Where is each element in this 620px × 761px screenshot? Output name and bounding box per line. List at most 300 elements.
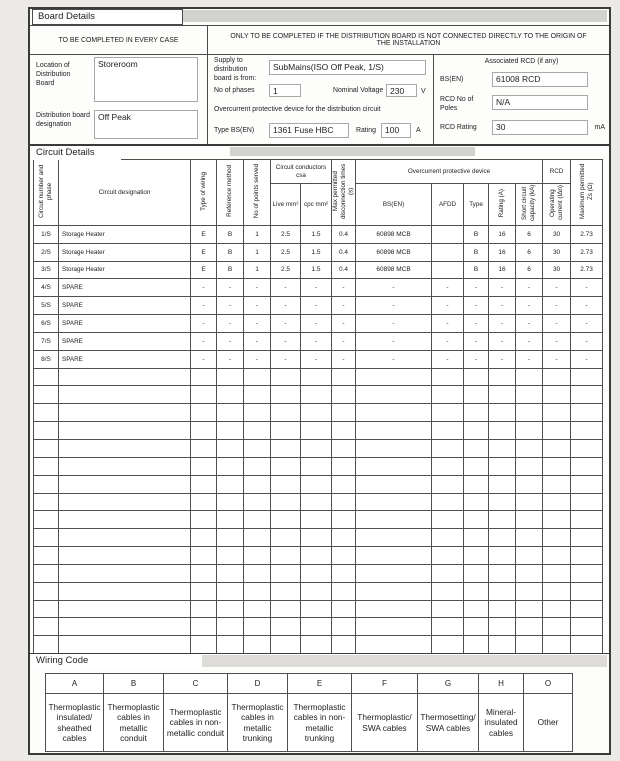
circuit-cell: - — [464, 332, 489, 350]
ocpd-type-field[interactable]: 1361 Fuse HBC — [269, 123, 349, 138]
board-details-header-row — [30, 26, 609, 55]
col-header-live: Live mm² — [271, 184, 301, 226]
circuit-cell: 0.4 — [332, 225, 356, 243]
circuit-cell — [244, 618, 271, 636]
circuit-cell: 1 — [244, 225, 271, 243]
circuit-cell — [543, 386, 571, 404]
circuit-cell: - — [571, 315, 603, 333]
circuit-cell — [356, 457, 432, 475]
circuit-cell — [571, 529, 603, 547]
circuit-cell — [301, 422, 332, 440]
circuit-cell — [191, 439, 217, 457]
circuit-cell: - — [432, 332, 464, 350]
circuit-cell — [332, 600, 356, 618]
circuit-cell — [271, 457, 301, 475]
circuit-cell — [356, 564, 432, 582]
circuit-cell: B — [217, 261, 244, 279]
circuit-cell: - — [271, 279, 301, 297]
circuit-cell — [301, 457, 332, 475]
rcd-rating-label: RCD Rating — [440, 124, 477, 131]
circuit-cell: 30 — [543, 225, 571, 243]
right-column-header: ONLY TO BE COMPLETED IF THE DISTRIBUTION BOARD IS NOT CONNECTED DIRECTLY TO THE ORIGIN OF THE INSTALLATION — [230, 33, 587, 47]
circuit-cell: 60898 MCB — [356, 261, 432, 279]
circuit-cell: - — [191, 350, 217, 368]
circuit-cell: E — [191, 225, 217, 243]
circuit-cell — [332, 564, 356, 582]
circuit-cell — [516, 439, 543, 457]
title-strip — [178, 655, 607, 667]
circuit-row-empty — [34, 439, 603, 457]
circuit-cell: - — [571, 332, 603, 350]
circuit-cell: - — [432, 279, 464, 297]
circuit-cell — [356, 475, 432, 493]
circuit-cell: - — [332, 297, 356, 315]
circuit-cell — [571, 457, 603, 475]
circuit-cell — [543, 439, 571, 457]
circuit-cell — [543, 457, 571, 475]
circuit-cell: 0.4 — [332, 243, 356, 261]
circuit-cell — [464, 547, 489, 565]
circuit-cell — [464, 511, 489, 529]
circuit-cell — [432, 439, 464, 457]
board-details-fields — [30, 54, 609, 144]
circuit-cell: - — [432, 315, 464, 333]
circuit-cell — [34, 636, 59, 653]
circuit-cell: - — [356, 350, 432, 368]
circuit-cell — [59, 547, 191, 565]
circuit-cell — [489, 600, 516, 618]
circuit-cell — [571, 475, 603, 493]
circuit-cell: - — [301, 350, 332, 368]
circuit-row-empty — [34, 386, 603, 404]
circuit-cell — [571, 386, 603, 404]
rcd-rating-field[interactable]: 30 — [492, 120, 588, 135]
circuit-cell: - — [489, 279, 516, 297]
circuit-cell — [244, 636, 271, 653]
circuit-cell — [356, 493, 432, 511]
circuit-cell: 30 — [543, 261, 571, 279]
circuit-cell — [432, 618, 464, 636]
circuit-cell — [191, 564, 217, 582]
circuit-cell — [516, 422, 543, 440]
circuit-cell — [356, 529, 432, 547]
circuit-cell — [217, 564, 244, 582]
voltage-label: Nominal Voltage — [333, 87, 384, 94]
circuit-cell: - — [301, 279, 332, 297]
circuit-cell: 6 — [516, 225, 543, 243]
circuit-cell — [271, 368, 301, 386]
col-header-max-zs: Maximum permitted Zs (Ω) — [571, 160, 603, 226]
circuit-row-empty — [34, 636, 603, 653]
circuit-cell: - — [191, 279, 217, 297]
col-header-type: Type — [464, 184, 489, 226]
circuit-cell — [191, 636, 217, 653]
circuit-cell — [271, 600, 301, 618]
circuit-cell — [543, 547, 571, 565]
designation-field[interactable]: Off Peak — [94, 110, 198, 139]
circuit-cell — [217, 493, 244, 511]
circuit-cell — [59, 618, 191, 636]
wiring-code-description: Thermoplastic/ SWA cables — [352, 694, 418, 752]
circuit-cell — [332, 636, 356, 653]
wiring-code-description: Thermoplastic insulated/ sheathed cables — [46, 694, 104, 752]
voltage-unit: V — [421, 88, 426, 95]
circuit-cell — [571, 618, 603, 636]
title-strip — [180, 10, 607, 22]
circuit-cell — [464, 475, 489, 493]
group-header-ocpd: Overcurrent protective device — [356, 160, 543, 184]
rcd-rating-unit: mA — [594, 124, 605, 131]
circuit-cell — [356, 422, 432, 440]
circuit-cell — [332, 511, 356, 529]
circuit-cell: 2.73 — [571, 261, 603, 279]
circuit-cell — [432, 529, 464, 547]
circuit-cell — [571, 564, 603, 582]
circuit-row — [34, 315, 603, 333]
circuit-cell — [489, 493, 516, 511]
left-column-header: TO BE COMPLETED IN EVERY CASE — [30, 26, 208, 54]
circuit-cell: - — [301, 315, 332, 333]
wiring-code-letter: E — [288, 674, 352, 694]
col-header-afdd: AFDD — [432, 184, 464, 226]
circuit-cell — [489, 547, 516, 565]
circuit-cell: - — [217, 350, 244, 368]
circuit-cell — [271, 618, 301, 636]
circuit-cell — [217, 404, 244, 422]
circuit-cell: - — [489, 315, 516, 333]
ocpd-rating-unit: A — [416, 127, 421, 134]
circuit-cell — [59, 511, 191, 529]
circuit-cell — [356, 618, 432, 636]
circuit-row — [34, 279, 603, 297]
circuit-cell — [217, 386, 244, 404]
circuit-cell — [271, 493, 301, 511]
supply-panel — [208, 54, 434, 144]
circuit-cell — [244, 422, 271, 440]
circuit-cell — [356, 368, 432, 386]
circuit-cell — [356, 439, 432, 457]
circuit-cell: 1 — [244, 243, 271, 261]
circuit-cell — [516, 475, 543, 493]
supply-field[interactable]: SubMains(ISO Off Peak, 1/S) — [269, 60, 426, 75]
circuit-cell — [571, 582, 603, 600]
wiring-code-letter-row — [46, 674, 573, 694]
circuit-cell — [191, 547, 217, 565]
circuit-row — [34, 243, 603, 261]
circuit-cell — [217, 547, 244, 565]
supply-label: Supply to distribution board is from: — [214, 57, 257, 82]
circuit-cell — [59, 439, 191, 457]
ocpd-rating-field[interactable]: 100 — [381, 123, 411, 138]
circuit-cell — [356, 600, 432, 618]
circuit-cell: - — [543, 315, 571, 333]
wiring-code-description: Thermoplastic cables in non-metallic trunking — [288, 694, 352, 752]
circuit-row-empty — [34, 422, 603, 440]
circuit-cell — [217, 511, 244, 529]
circuit-cell: 30 — [543, 243, 571, 261]
circuit-cell — [59, 493, 191, 511]
circuit-cell: - — [244, 279, 271, 297]
rcd-bsen-field[interactable]: 61008 RCD — [492, 72, 588, 87]
wiring-code-letter: H — [479, 674, 524, 694]
circuit-cell — [543, 475, 571, 493]
group-header-conductors-csa: Circuit conductors csa — [271, 160, 332, 184]
circuit-details-section — [30, 146, 609, 653]
circuit-cell — [59, 422, 191, 440]
circuit-cell — [432, 547, 464, 565]
location-field[interactable]: Storeroom — [94, 57, 198, 102]
circuit-row — [34, 332, 603, 350]
circuit-cell: 5/S — [34, 297, 59, 315]
circuit-cell — [489, 422, 516, 440]
wiring-code-letter: F — [352, 674, 418, 694]
wiring-code-description: Mineral-insulated cables — [479, 694, 524, 752]
circuit-cell — [244, 368, 271, 386]
circuit-cell: - — [571, 350, 603, 368]
circuit-cell — [432, 475, 464, 493]
circuit-cell — [301, 439, 332, 457]
circuit-cell — [332, 439, 356, 457]
circuit-cell — [432, 457, 464, 475]
circuit-cell — [489, 439, 516, 457]
circuit-cell — [271, 511, 301, 529]
circuit-cell — [59, 475, 191, 493]
wiring-code-label-row — [46, 694, 573, 752]
ocpd-rating-label: Rating — [356, 127, 376, 134]
board-supply-rcd-panel — [208, 54, 609, 144]
circuit-cell: - — [217, 315, 244, 333]
circuit-cell — [516, 386, 543, 404]
circuit-cell: 1/S — [34, 225, 59, 243]
circuit-cell: - — [543, 350, 571, 368]
circuit-cell — [59, 564, 191, 582]
circuit-cell: 60898 MCB — [356, 243, 432, 261]
circuit-cell: 16 — [489, 243, 516, 261]
circuit-cell — [191, 493, 217, 511]
wiring-code-letter: B — [104, 674, 164, 694]
circuit-cell: - — [464, 315, 489, 333]
circuit-cell — [432, 564, 464, 582]
circuit-cell — [59, 529, 191, 547]
rcd-header: Associated RCD (if any) — [484, 58, 559, 65]
circuit-cell — [301, 368, 332, 386]
circuit-cell: - — [432, 297, 464, 315]
circuit-cell — [571, 404, 603, 422]
circuit-cell — [543, 404, 571, 422]
circuit-cell: 7/S — [34, 332, 59, 350]
circuit-cell — [464, 386, 489, 404]
circuit-cell — [59, 457, 191, 475]
circuit-cell — [271, 582, 301, 600]
circuit-cell — [432, 225, 464, 243]
circuit-cell: - — [271, 350, 301, 368]
circuit-cell — [271, 439, 301, 457]
circuit-cell — [332, 582, 356, 600]
circuit-cell — [543, 582, 571, 600]
wiring-code-table — [45, 673, 573, 752]
circuit-cell — [191, 422, 217, 440]
circuit-cell — [489, 529, 516, 547]
circuit-cell — [34, 404, 59, 422]
circuit-details-title-bar — [30, 146, 609, 159]
col-header-rating: Rating (A) — [489, 184, 516, 226]
circuit-cell — [59, 386, 191, 404]
circuit-cell — [571, 511, 603, 529]
circuit-cell: - — [356, 332, 432, 350]
circuit-cell — [59, 636, 191, 653]
circuit-cell — [571, 600, 603, 618]
circuit-cell: E — [191, 243, 217, 261]
circuit-cell — [34, 422, 59, 440]
circuit-cell: - — [244, 332, 271, 350]
circuit-cell — [271, 636, 301, 653]
circuit-cell — [59, 368, 191, 386]
title-strip — [230, 147, 475, 156]
circuit-cell: B — [464, 261, 489, 279]
circuit-cell — [489, 582, 516, 600]
wiring-code-letter: A — [46, 674, 104, 694]
circuit-cell — [543, 422, 571, 440]
circuit-cell — [191, 600, 217, 618]
circuit-row — [34, 297, 603, 315]
circuit-cell: - — [191, 332, 217, 350]
circuit-cell — [489, 564, 516, 582]
circuit-cell — [244, 439, 271, 457]
circuit-cell: Storage Heater — [59, 261, 191, 279]
col-header-cpc: cpc mm² — [301, 184, 332, 226]
circuit-cell: - — [191, 315, 217, 333]
circuit-cell: 2.5 — [271, 261, 301, 279]
circuit-cell — [217, 529, 244, 547]
circuit-cell — [217, 368, 244, 386]
circuit-cell — [191, 529, 217, 547]
circuit-cell — [244, 386, 271, 404]
phases-field[interactable]: 1 — [269, 84, 301, 97]
circuit-cell: - — [489, 350, 516, 368]
wiring-code-letter: G — [418, 674, 479, 694]
section-title-wiring-code: Wiring Code — [32, 654, 202, 668]
circuit-cell — [301, 600, 332, 618]
wiring-code-description: Other — [524, 694, 573, 752]
circuit-cell: 2.5 — [271, 243, 301, 261]
circuit-cell: - — [244, 350, 271, 368]
circuit-cell — [301, 386, 332, 404]
circuit-row-empty — [34, 618, 603, 636]
circuit-cell — [516, 511, 543, 529]
circuit-cell — [464, 493, 489, 511]
circuit-cell — [271, 529, 301, 547]
circuit-cell — [59, 600, 191, 618]
circuit-cell — [34, 564, 59, 582]
circuit-cell — [464, 439, 489, 457]
location-label: Location of Distribution Board — [36, 62, 71, 87]
circuit-cell — [34, 439, 59, 457]
circuit-cell: B — [217, 225, 244, 243]
circuit-cell: SPARE — [59, 350, 191, 368]
circuit-cell — [489, 404, 516, 422]
circuit-cell — [301, 564, 332, 582]
circuit-cell: 6/S — [34, 315, 59, 333]
circuit-cell: 2.5 — [271, 225, 301, 243]
circuit-cell — [464, 422, 489, 440]
voltage-field[interactable]: 230 — [386, 84, 417, 97]
circuit-cell — [356, 386, 432, 404]
circuit-cell — [516, 618, 543, 636]
circuit-cell: SPARE — [59, 315, 191, 333]
circuit-cell — [191, 582, 217, 600]
circuit-cell — [244, 457, 271, 475]
wiring-code-description: Thermoplastic cables in non-metallic conduit — [164, 694, 228, 752]
circuit-cell: 60898 MCB — [356, 225, 432, 243]
circuit-cell — [191, 618, 217, 636]
circuit-cell: SPARE — [59, 279, 191, 297]
circuit-cell: SPARE — [59, 297, 191, 315]
circuit-cell: - — [217, 332, 244, 350]
circuit-cell — [191, 475, 217, 493]
circuit-cell: B — [464, 225, 489, 243]
section-title-circuit-details: Circuit Details — [32, 146, 121, 160]
circuit-cell — [271, 475, 301, 493]
circuit-cell: - — [356, 315, 432, 333]
col-header-max-disconnection: Max permitted disconnection times (s) — [332, 160, 356, 226]
circuit-cell — [271, 422, 301, 440]
circuit-cell — [244, 582, 271, 600]
wiring-code-title-bar — [30, 654, 609, 669]
col-header-short-circuit: Short circuit capacity (kA) — [516, 184, 543, 226]
circuit-row-empty — [34, 529, 603, 547]
circuit-cell — [489, 368, 516, 386]
circuit-cell: - — [332, 315, 356, 333]
circuit-cell — [332, 475, 356, 493]
circuit-cell — [59, 582, 191, 600]
circuit-row-empty — [34, 564, 603, 582]
circuit-cell: - — [217, 297, 244, 315]
circuit-cell: - — [356, 297, 432, 315]
circuit-cell — [543, 529, 571, 547]
circuit-cell: - — [464, 350, 489, 368]
circuit-cell — [432, 511, 464, 529]
circuit-cell — [244, 600, 271, 618]
circuit-row-empty — [34, 582, 603, 600]
circuit-cell: - — [516, 332, 543, 350]
wiring-code-description: Thermoplastic cables in metallic trunking — [228, 694, 288, 752]
circuit-cell — [432, 636, 464, 653]
circuit-cell — [271, 547, 301, 565]
circuit-cell: SPARE — [59, 332, 191, 350]
circuit-cell: 1.5 — [301, 225, 332, 243]
circuit-cell — [543, 636, 571, 653]
circuit-cell — [34, 368, 59, 386]
circuit-cell — [356, 636, 432, 653]
circuit-cell — [271, 404, 301, 422]
circuit-cell — [432, 386, 464, 404]
circuit-cell: - — [464, 279, 489, 297]
circuit-cell — [301, 529, 332, 547]
circuit-cell: - — [244, 297, 271, 315]
circuit-cell — [34, 600, 59, 618]
circuit-cell — [432, 582, 464, 600]
circuit-cell — [301, 475, 332, 493]
circuit-cell — [543, 368, 571, 386]
rcd-bsen-label: BS(EN) — [440, 76, 464, 83]
circuit-cell: - — [543, 297, 571, 315]
circuit-cell: - — [244, 315, 271, 333]
circuit-cell: B — [217, 243, 244, 261]
circuit-cell — [432, 422, 464, 440]
rcd-poles-field[interactable]: N/A — [492, 95, 588, 110]
board-details-title-bar — [30, 9, 609, 25]
circuit-cell — [464, 564, 489, 582]
